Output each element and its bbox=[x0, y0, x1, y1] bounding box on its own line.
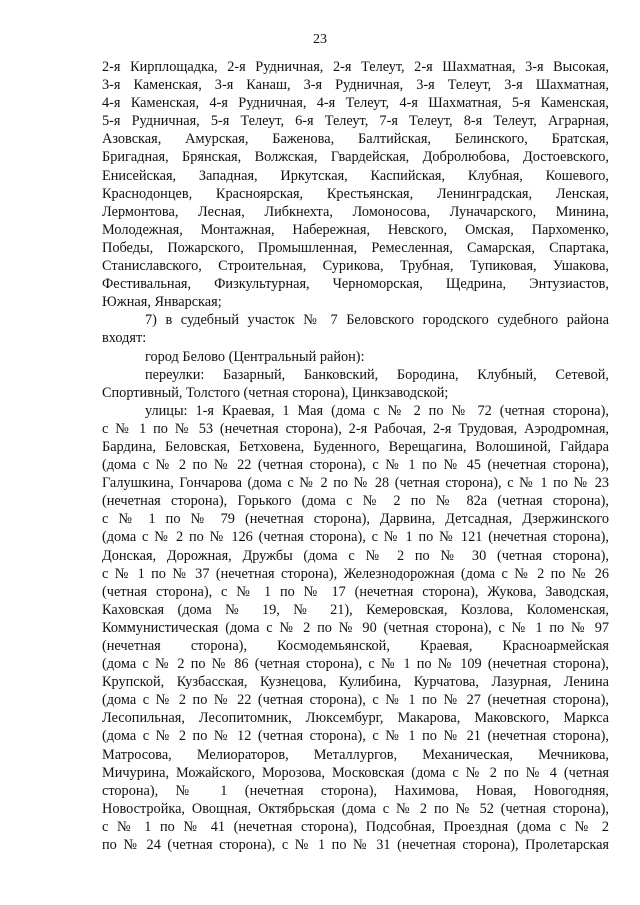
text-line: Новостройка, Овощная, Октябрьская (дома с № 2 по № 52 (четная сторона), bbox=[102, 800, 609, 817]
text-line: (дома с № 2 по № 12 (четная сторона), с № 1 по № 21 (нечетная сторона), bbox=[102, 728, 609, 745]
text-line: город Белово (Центральный район): bbox=[145, 348, 365, 365]
text-line: Донская, Дорожная, Дружбы (дома с № 2 по № 30 (четная сторона), bbox=[102, 547, 609, 564]
text-line: улицы: 1-я Краевая, 1 Мая (дома с № 2 по № 72 (четная сторона), bbox=[145, 402, 609, 419]
text-line: Спортивный, Толстого (четная сторона), Цинкзаводской; bbox=[102, 384, 449, 401]
text-line: Лесопильная, Лесопитомник, Люксембург, Макарова, Маковского, Маркса bbox=[102, 710, 609, 727]
text-line: Енисейская, Западная, Иркутская, Каспийская, Клубная, Кошевого, bbox=[102, 167, 609, 184]
text-line: (четная сторона), с № 1 по № 17 (нечетная сторона), Жукова, Заводская, bbox=[102, 583, 609, 600]
text-line: Бригадная, Брянская, Волжская, Гвардейская, Добролюбова, Достоевского, bbox=[102, 149, 609, 166]
text-line: Бардина, Беловская, Бетховена, Буденного, Верещагина, Волошиной, Гайдара bbox=[102, 438, 609, 455]
text-line: входят: bbox=[102, 330, 147, 347]
text-line: Краснодонцев, Красноярская, Крестьянская, Ленинградская, Ленская, bbox=[102, 185, 609, 202]
text-line: Каховская (дома № 19, № 21), Кемеровская, Козлова, Коломенская, bbox=[102, 601, 609, 618]
page-number: 23 bbox=[313, 32, 327, 47]
text-line: Мичурина, Можайского, Морозова, Московская (дома с № 2 по № 4 (четная bbox=[102, 764, 609, 781]
text-line: Азовская, Амурская, Баженова, Балтийская, Белинского, Братская, bbox=[102, 131, 609, 148]
text-line: Станиславского, Строительная, Сурикова, Трубная, Тупиковая, Ушакова, bbox=[102, 258, 609, 275]
text-line: с № 1 по № 41 (нечетная сторона), Подсобная, Проездная (дома с № 2 bbox=[102, 818, 609, 835]
text-line: Фестивальная, Физкультурная, Черноморская, Щедрина, Энтузиастов, bbox=[102, 276, 609, 293]
document-body bbox=[102, 58, 609, 854]
text-line: (дома с № 2 по № 22 (четная сторона), с № 1 по № 45 (нечетная сторона), bbox=[102, 457, 609, 474]
text-line: Лермонтова, Лесная, Либкнехта, Ломоносова, Луначарского, Минина, bbox=[102, 203, 609, 220]
text-line: по № 24 (четная сторона), с № 1 по № 31 (нечетная сторона), Пролетарская bbox=[102, 837, 609, 854]
text-line: Матросова, Мелиораторов, Металлургов, Механическая, Мечникова, bbox=[102, 746, 609, 763]
text-line: сторона), № 1 (нечетная сторона), Нахимова, Новая, Новогодняя, bbox=[102, 782, 609, 799]
text-line: Галушкина, Гончарова (дома с № 2 по № 28 (четная сторона), с № 1 по № 23 bbox=[102, 475, 609, 492]
text-line: Крупской, Кузбасская, Кузнецова, Кулибина, Курчатова, Лазурная, Ленина bbox=[102, 674, 609, 691]
text-line: 7) в судебный участок № 7 Беловского городского судебного района bbox=[145, 312, 609, 329]
text-line: (дома с № 2 по № 86 (четная сторона), с № 1 по № 109 (нечетная сторона), bbox=[102, 656, 609, 673]
text-line: переулки: Базарный, Банковский, Бородина, Клубный, Сетевой, bbox=[145, 366, 609, 383]
text-line: 4-я Каменская, 4-я Рудничная, 4-я Телеут, 4-я Шахматная, 5-я Каменская, bbox=[102, 95, 609, 112]
text-line: (дома с № 2 по № 126 (четная сторона), с № 1 по № 121 (нечетная сторона), bbox=[102, 529, 609, 546]
text-line: 5-я Рудничная, 5-я Телеут, 6-я Телеут, 7-я Телеут, 8-я Телеут, Аграрная, bbox=[102, 113, 609, 130]
text-line: 3-я Каменская, 3-я Канаш, 3-я Рудничная, 3-я Телеут, 3-я Шахматная, bbox=[102, 77, 609, 94]
text-line: (дома с № 2 по № 22 (четная сторона), с № 1 по № 27 (нечетная сторона), bbox=[102, 692, 609, 709]
text-line: 2-я Кирплощадка, 2-я Рудничная, 2-я Телеут, 2-я Шахматная, 3-я Высокая, bbox=[102, 59, 609, 75]
text-line: Молодежная, Монтажная, Набережная, Невского, Омская, Пархоменко, bbox=[102, 221, 609, 238]
text-line: Коммунистическая (дома с № 2 по № 90 (четная сторона), с № 1 по № 97 bbox=[102, 619, 609, 636]
text-line: (нечетная сторона), Космодемьянской, Краевая, Красноармейская bbox=[102, 638, 609, 654]
text-line: с № 1 по № 37 (нечетная сторона), Железнодорожная (дома с № 2 по № 26 bbox=[102, 565, 609, 582]
text-line: с № 1 по № 53 (нечетная сторона), 2-я Рабочая, 2-я Трудовая, Аэродромная, bbox=[102, 420, 609, 437]
text-line: Победы, Пожарского, Промышленная, Ремесленная, Самарская, Спартака, bbox=[102, 239, 609, 256]
text-line: с № 1 по № 79 (нечетная сторона), Дарвина, Детсадная, Дзержинского bbox=[102, 511, 609, 528]
text-line: (нечетная сторона), Горького (дома с № 2 по № 82а (четная сторона), bbox=[102, 493, 609, 510]
text-line: Южная, Январская; bbox=[102, 294, 222, 311]
